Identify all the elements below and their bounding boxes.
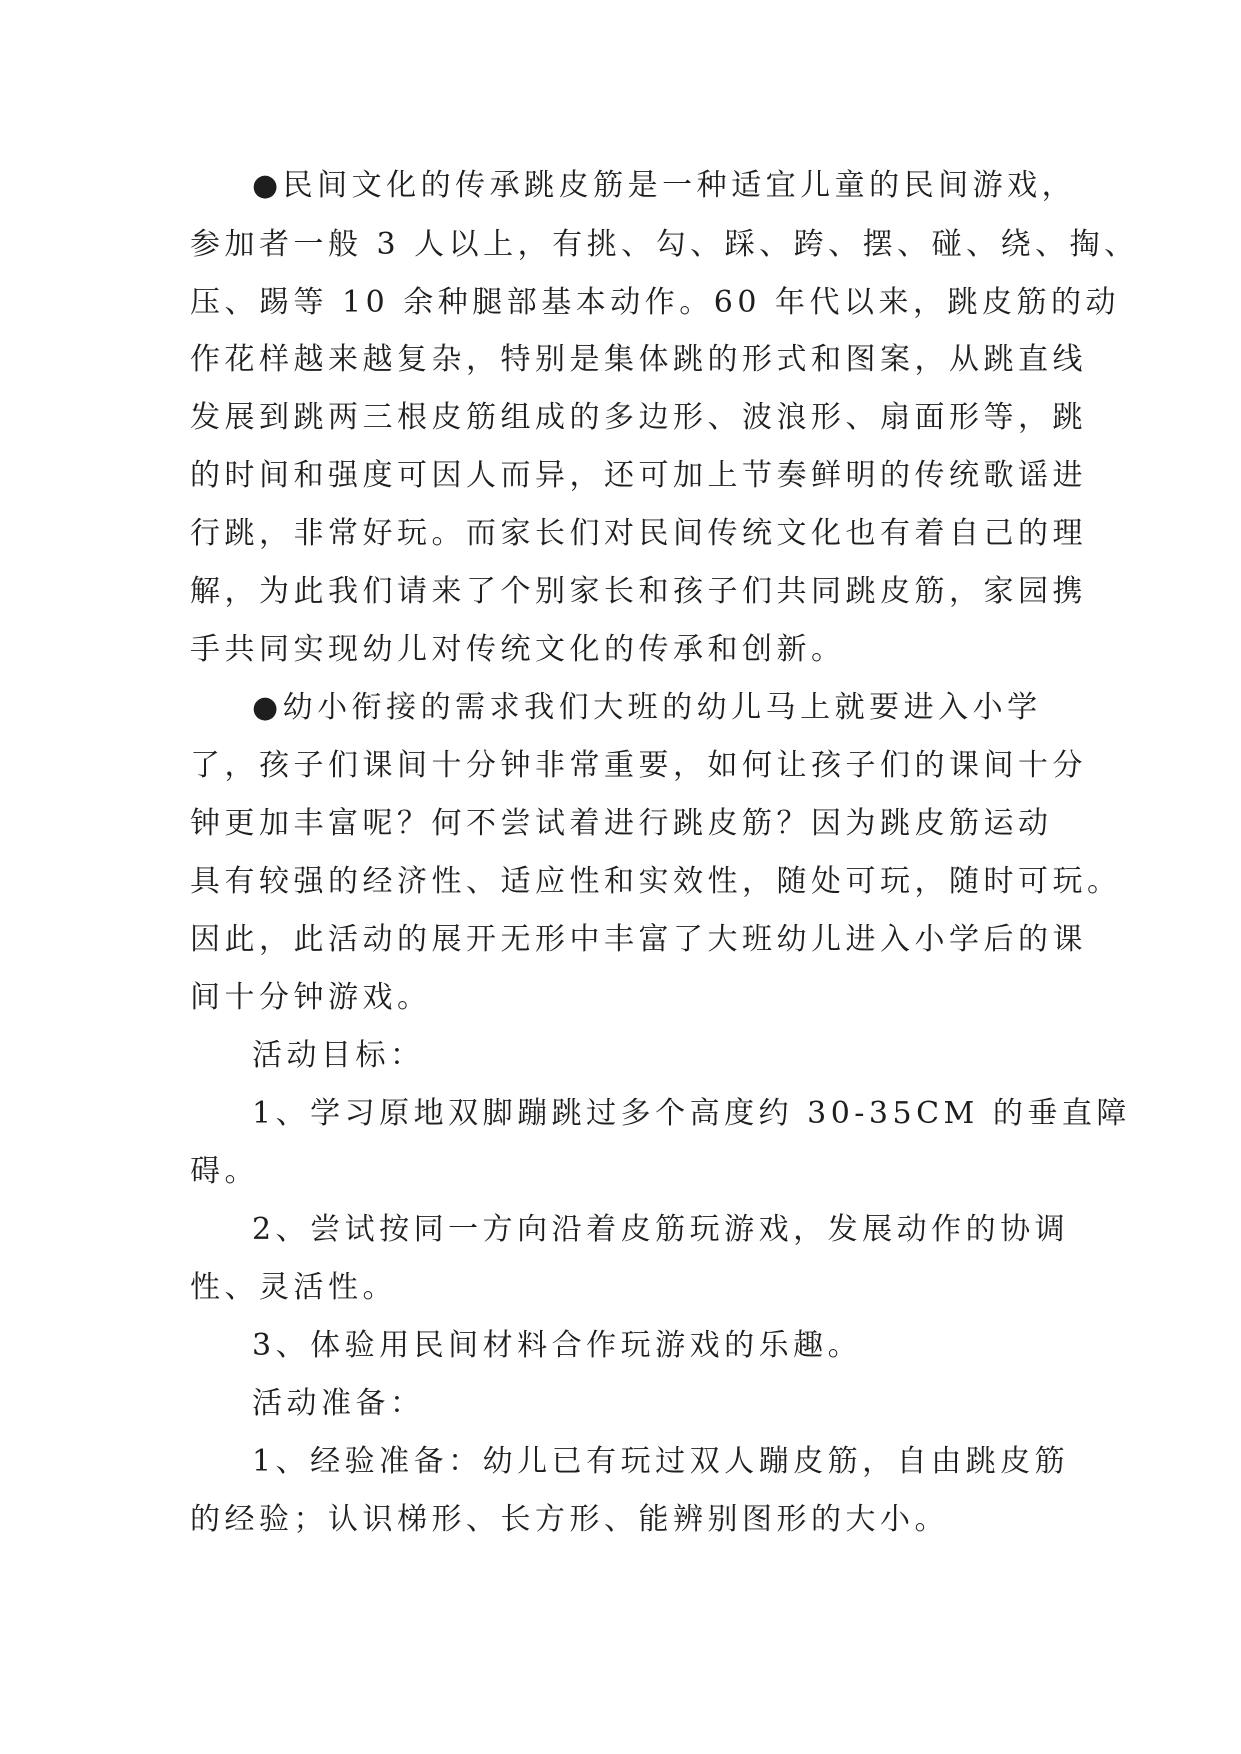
paragraph-line: 1、学习原地双脚蹦跳过多个高度约 30-35CM 的垂直障 (252, 1096, 1131, 1131)
paragraph-line: 发展到跳两三根皮筋组成的多边形、波浪形、扇面形等，跳 (190, 400, 1087, 435)
paragraph-line: 的经验；认识梯形、长方形、能辨别图形的大小。 (190, 1502, 949, 1537)
paragraph-line: 压、踢等 10 余种腿部基本动作。60 年代以来，跳皮筋的动 (190, 285, 1120, 320)
paragraph-line: 间十分钟游戏。 (190, 980, 432, 1015)
paragraph-line: 的时间和强度可因人而异，还可加上节奏鲜明的传统歌谣进 (190, 458, 1087, 493)
paragraph-line: 了，孩子们课间十分钟非常重要，如何让孩子们的课间十分 (190, 748, 1087, 783)
paragraph-line: 具有较强的经济性、适应性和实效性，随处可玩，随时可玩。 (190, 864, 1122, 899)
section-heading: 活动目标： (252, 1038, 425, 1073)
paragraph-line: ●幼小衔接的需求我们大班的幼儿马上就要进入小学 (252, 690, 1042, 725)
paragraph-line: 参加者一般 3 人以上，有挑、勾、踩、跨、摆、碰、绕、掏、 (190, 227, 1139, 262)
paragraph-line: 3、体验用民间材料合作玩游戏的乐趣。 (252, 1328, 863, 1363)
paragraph-line: 行跳，非常好玩。而家长们对民间传统文化也有着自己的理 (190, 516, 1087, 551)
paragraph-line: 手共同实现幼儿对传统文化的传承和创新。 (190, 632, 846, 667)
paragraph-line: 碍。 (190, 1154, 259, 1189)
paragraph-line: 1、经验准备：幼儿已有玩过双人蹦皮筋，自由跳皮筋 (252, 1444, 1070, 1479)
paragraph-line: ●民间文化的传承跳皮筋是一种适宜儿童的民间游戏， (252, 168, 1077, 203)
paragraph-line: 性、灵活性。 (190, 1270, 397, 1305)
paragraph-line: 解，为此我们请来了个别家长和孩子们共同跳皮筋，家园携 (190, 574, 1087, 609)
paragraph-line: 因此，此活动的展开无形中丰富了大班幼儿进入小学后的课 (190, 922, 1087, 957)
paragraph-line: 作花样越来越复杂，特别是集体跳的形式和图案，从跳直线 (190, 342, 1087, 377)
paragraph-line: 钟更加丰富呢？何不尝试着进行跳皮筋？因为跳皮筋运动 (190, 806, 1053, 841)
paragraph-line: 2、尝试按同一方向沿着皮筋玩游戏，发展动作的协调 (252, 1212, 1070, 1247)
section-heading: 活动准备： (252, 1386, 425, 1421)
